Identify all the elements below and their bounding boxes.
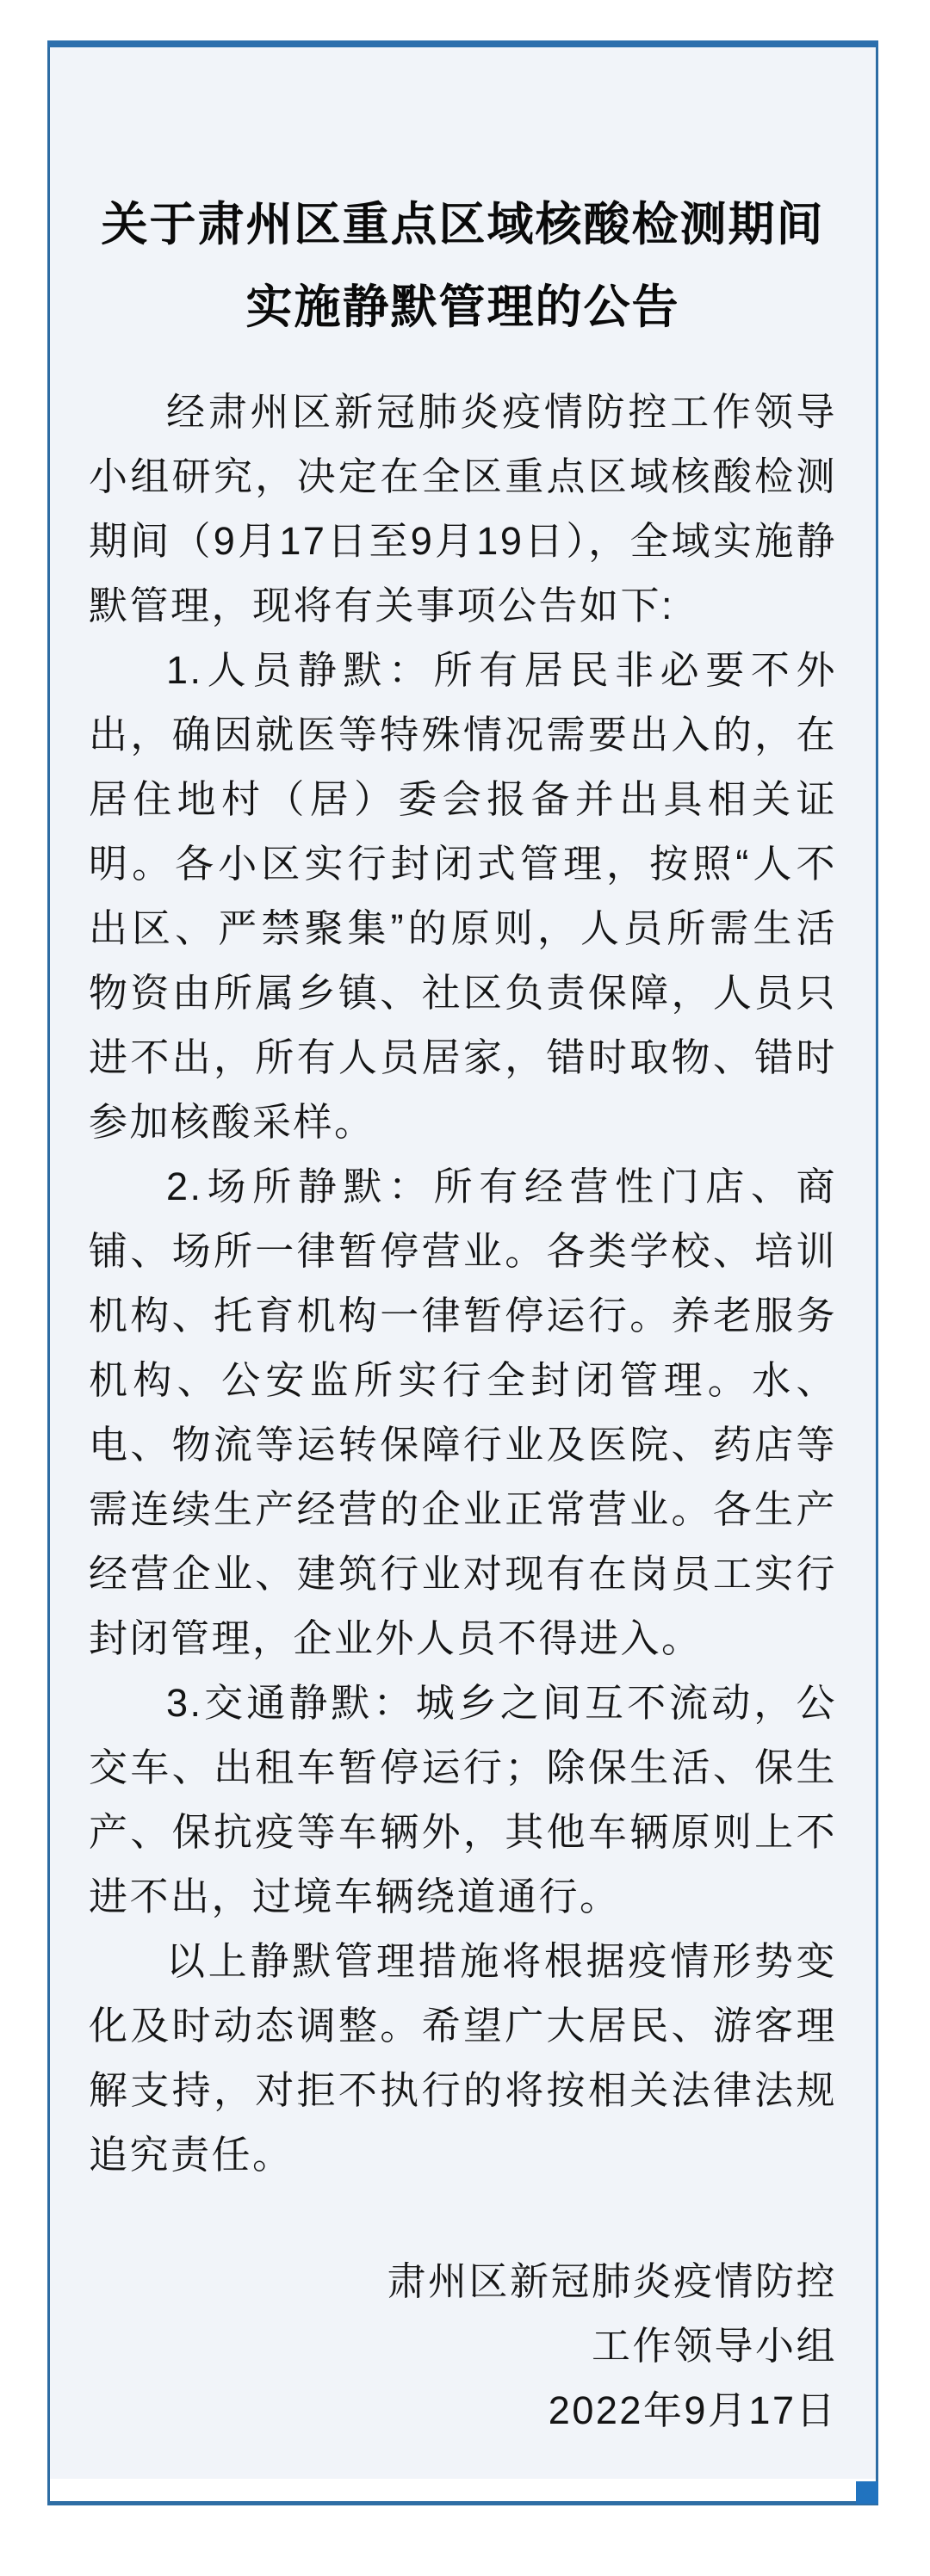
paragraph-item-1-personnel: 1.人员静默：所有居民非必要不外出，确因就医等特殊情况需要出入的，在居住地村（居）委会报备并出具相关证明。各小区实行封闭式管理，按照“人不出区、严禁聚集”的原则，人员所需生活物资由所属乡镇、社区负责保障，人员只进不出，所有人员居家，错时取物、错时参加核酸采样。 [89,648,837,1145]
announcement-title-line1: 关于肃州区重点区域核酸检测期间 [101,199,825,251]
signature-org-line1: 肃州区新冠肺炎疫情防控 [387,2259,837,2304]
card-frame [47,47,878,2505]
card-content [50,47,876,2479]
announcement-card [47,40,878,2505]
page [0,40,930,2576]
signature-block [89,2249,837,2443]
announcement-title-line2: 实施静默管理的公告 [245,281,680,334]
card-top-bar [47,40,878,47]
paragraph-item-2-venues: 2.场所静默：所有经营性门店、商铺、场所一律暂停营业。各类学校、培训机构、托育机构一律暂停运行。养老服务机构、公安监所实行全封闭管理。水、电、物流等运转保障行业及医院、药店等需连续生产经营的企业正常营业。各生产经营企业、建筑行业对现有在岗员工实行封闭管理，企业外人员不得进入。 [89,1164,837,1661]
card-footer-strip [50,2479,876,2501]
paragraph-intro: 经肃州区新冠肺炎疫情防控工作领导小组研究，决定在全区重点区域核酸检测期间（9月17日至9月19日），全域实施静默管理，现将有关事项公告如下: [89,390,837,628]
signature-org-line2: 工作领导小组 [591,2324,837,2369]
corner-square-decoration [856,2481,878,2504]
signature-date: 2022年9月17日 [548,2388,837,2433]
paragraph-item-3-traffic: 3.交通静默：城乡之间互不流动，公交车、出租车暂停运行；除保生活、保生产、保抗疫等车辆外，其他车辆原则上不进不出，过境车辆绕道通行。 [89,1681,837,1919]
announcement-body [89,380,837,2187]
paragraph-closing: 以上静默管理措施将根据疫情形势变化及时动态调整。希望广大居民、游客理解支持，对拒不执行的将按相关法律法规追究责任。 [89,1939,837,2178]
announcement-title [89,183,837,349]
